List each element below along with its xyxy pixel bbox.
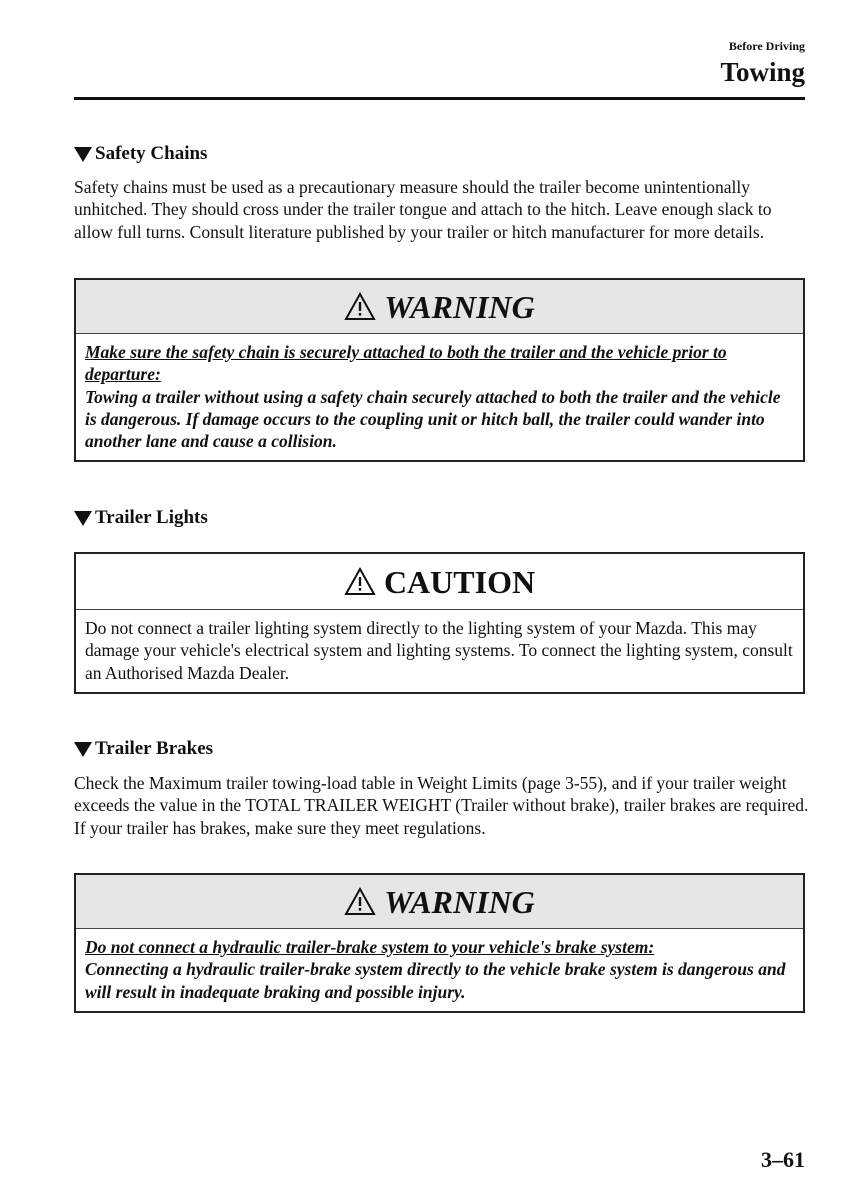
warning-box-safety-chain	[74, 278, 805, 462]
caution-body: Do not connect a trailer lighting system directly to the lighting system of your Mazda. This may damage your vehicle's electrical system and lighting systems. To connect the lighting system, consult an Authorised Mazda Dealer.	[85, 618, 793, 683]
triangle-bullet-icon	[74, 742, 92, 757]
warning-label: WARNING	[384, 883, 535, 920]
caution-box-trailer-lights	[74, 552, 805, 694]
warning-text: Connecting a hydraulic trailer-brake system directly to the vehicle brake system is dangerous and will result in inadequate braking and possible injury.	[85, 959, 786, 1002]
page-number: 3–61	[761, 1147, 805, 1172]
warning-lead: Make sure the safety chain is securely attached to both the trailer and the vehicle prior to departure:	[85, 342, 727, 385]
warning-label: WARNING	[384, 288, 535, 325]
warning-body	[76, 334, 803, 460]
header-rule	[74, 97, 805, 100]
page-header	[720, 38, 805, 88]
warning-text: Towing a trailer without using a safety chain securely attached to both the trailer and the vehicle is dangerous. If damage occurs to the coupling unit or hitch ball, the trailer could wander into another lane and cause a collision.	[85, 386, 781, 452]
warning-body	[76, 929, 803, 1011]
heading-trailer-brakes	[74, 737, 213, 761]
heading-text: Trailer Lights	[95, 507, 208, 528]
warning-header	[76, 280, 803, 334]
trailer-brakes-text-1: Check the Maximum trailer towing-load table in Weight Limits (page 3-55), and if your trailer weight exceeds the value in the TOTAL TRAILER WEIGHT (Trailer without brake), trailer brakes are required.	[74, 773, 809, 816]
triangle-bullet-icon	[74, 511, 92, 526]
heading-text: Safety Chains	[95, 143, 208, 164]
heading-trailer-lights	[74, 506, 208, 530]
page-title: Towing	[720, 57, 805, 87]
warning-lead: Do not connect a hydraulic trailer-brake system to your vehicle's brake system:	[85, 937, 655, 957]
warning-header	[76, 875, 803, 929]
section-label: Before Driving	[728, 39, 805, 53]
trailer-brakes-text-2: If your trailer has brakes, make sure they meet regulations.	[74, 817, 486, 838]
warning-box-trailer-brakes	[74, 873, 805, 1013]
triangle-bullet-icon	[74, 147, 92, 162]
caution-label: CAUTION	[383, 563, 536, 600]
caution-triangle-icon	[344, 567, 376, 596]
heading-text: Trailer Brakes	[95, 738, 214, 759]
warning-triangle-icon	[344, 887, 376, 916]
warning-triangle-icon	[344, 292, 376, 321]
trailer-brakes-paragraph	[74, 772, 809, 839]
heading-safety-chains	[74, 142, 207, 166]
safety-chains-paragraph: Safety chains must be used as a precautionary measure should the trailer become unintentionally unhitched. They should cross under the trailer tongue and attach to the hitch. Leave enough slack to allow full turns. Consult literature published by your trailer or hitch manufacturer for more details.	[74, 177, 772, 242]
caution-header	[76, 554, 803, 610]
